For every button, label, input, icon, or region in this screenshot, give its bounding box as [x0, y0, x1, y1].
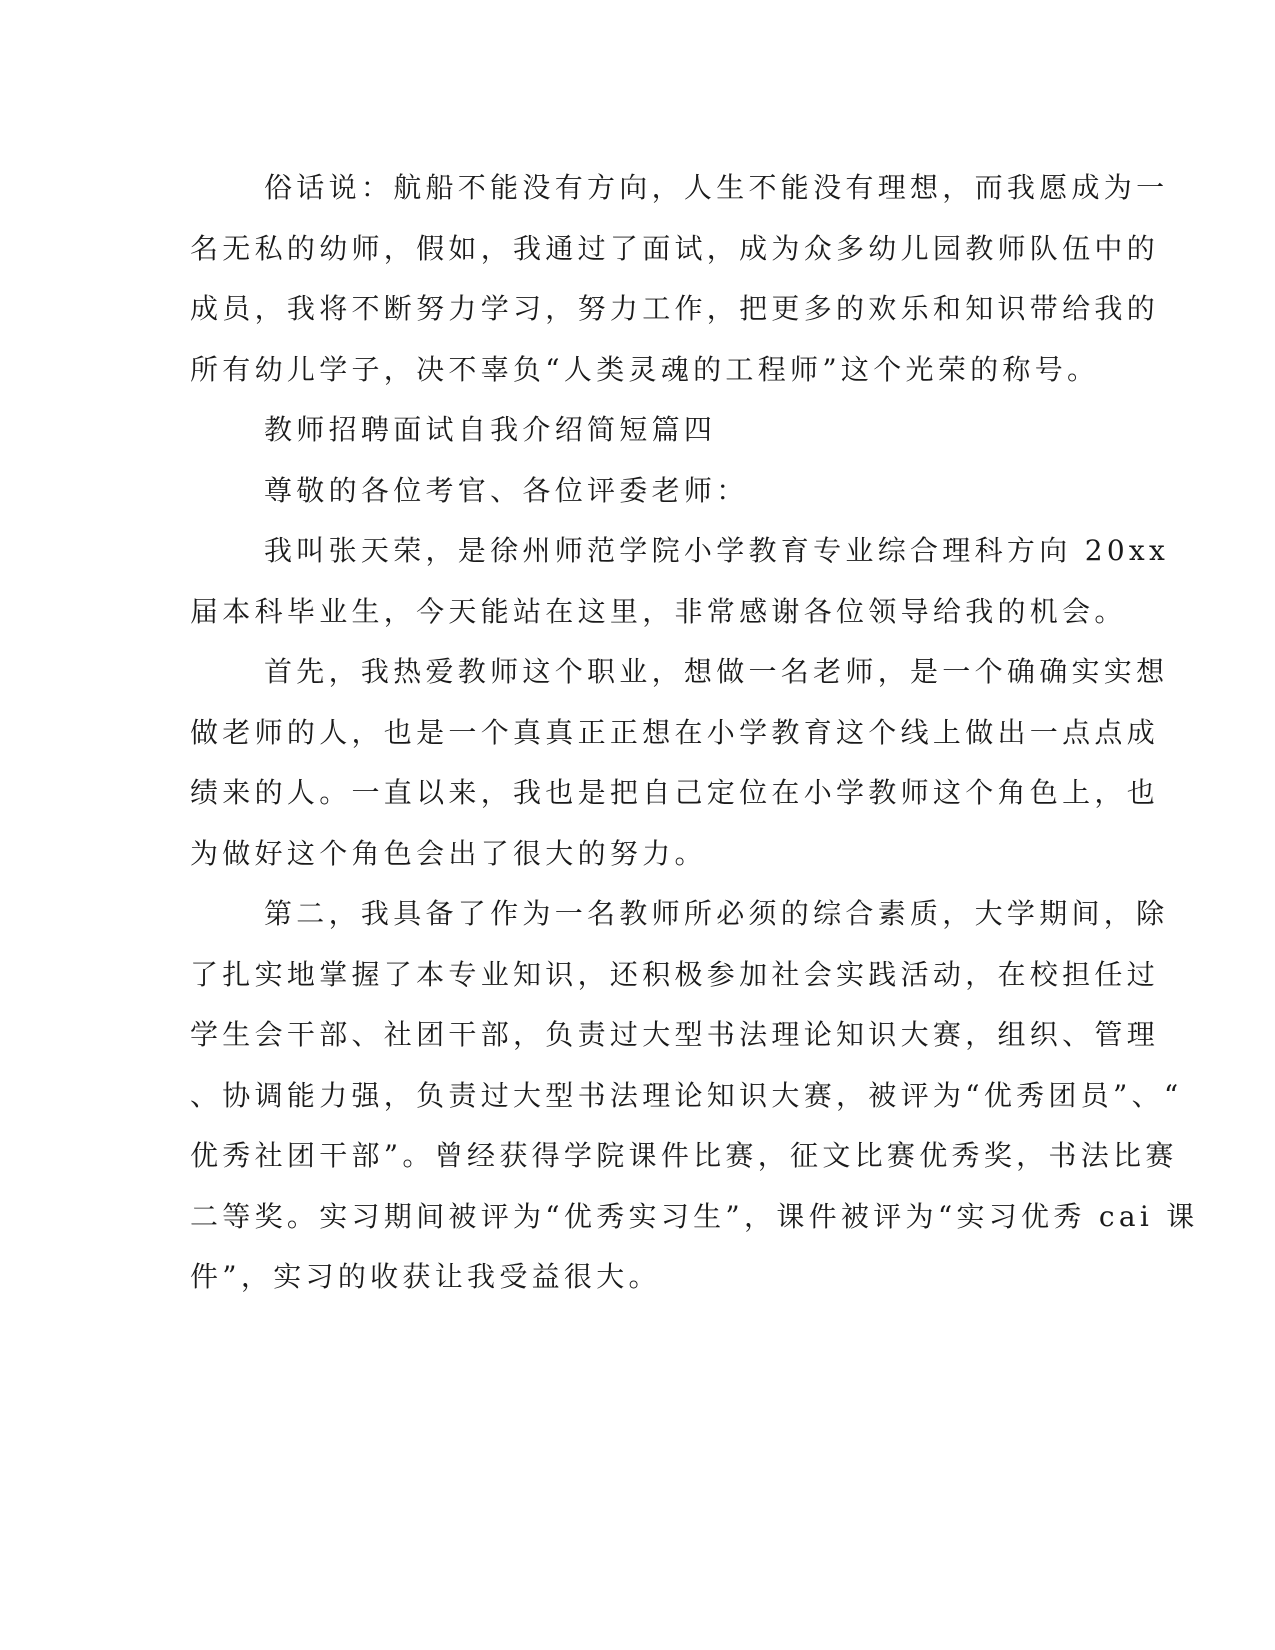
paragraph-line: 首先，我热爱教师这个职业，想做一名老师，是一个确确实实想 — [264, 655, 1169, 688]
paragraph-line: 二等奖。实习期间被评为“优秀实习生”，课件被评为“实习优秀 cai 课 — [190, 1199, 1199, 1233]
paragraph-line: 成员，我将不断努力学习，努力工作，把更多的欢乐和知识带给我的 — [190, 292, 1160, 325]
paragraph-line: 绩来的人。一直以来，我也是把自己定位在小学教师这个角色上，也 — [190, 776, 1160, 809]
paragraph-line: 做老师的人，也是一个真真正正想在小学教育这个线上做出一点点成 — [190, 715, 1160, 749]
paragraph-line: 件”，实习的收获让我受益很大。 — [190, 1260, 661, 1293]
paragraph-line: 学生会干部、社团干部，负责过大型书法理论知识大赛，组织、管理 — [190, 1018, 1160, 1051]
paragraph-line: 、协调能力强，负责过大型书法理论知识大赛，被评为“优秀团员”、“ — [190, 1078, 1183, 1112]
paragraph-line: 为做好这个角色会出了很大的努力。 — [190, 836, 707, 870]
section-heading: 教师招聘面试自我介绍简短篇四 — [264, 413, 717, 446]
paragraph-line: 所有幼儿学子，决不辜负“人类灵魂的工程师”这个光荣的称号。 — [190, 352, 1100, 386]
paragraph-line: 优秀社团干部”。曾经获得学院课件比赛，征文比赛优秀奖，书法比赛 — [190, 1139, 1178, 1172]
paragraph-line: 第二，我具备了作为一名教师所必须的综合素质，大学期间，除 — [264, 897, 1169, 930]
paragraph-line: 了扎实地掌握了本专业知识，还积极参加社会实践活动，在校担任过 — [190, 957, 1160, 991]
paragraph-line: 名无私的幼师，假如，我通过了面试，成为众多幼儿园教师队伍中的 — [190, 231, 1160, 265]
paragraph-line: 俗话说：航船不能没有方向，人生不能没有理想，而我愿成为一 — [264, 171, 1169, 204]
salutation: 尊敬的各位考官、各位评委老师： — [264, 473, 749, 507]
paragraph-line: 我叫张天荣，是徐州师范学院小学教育专业综合理科方向 20xx — [264, 534, 1170, 567]
paragraph-line: 届本科毕业生，今天能站在这里，非常感谢各位领导给我的机会。 — [190, 594, 1127, 628]
document-body — [190, 158, 1199, 1308]
